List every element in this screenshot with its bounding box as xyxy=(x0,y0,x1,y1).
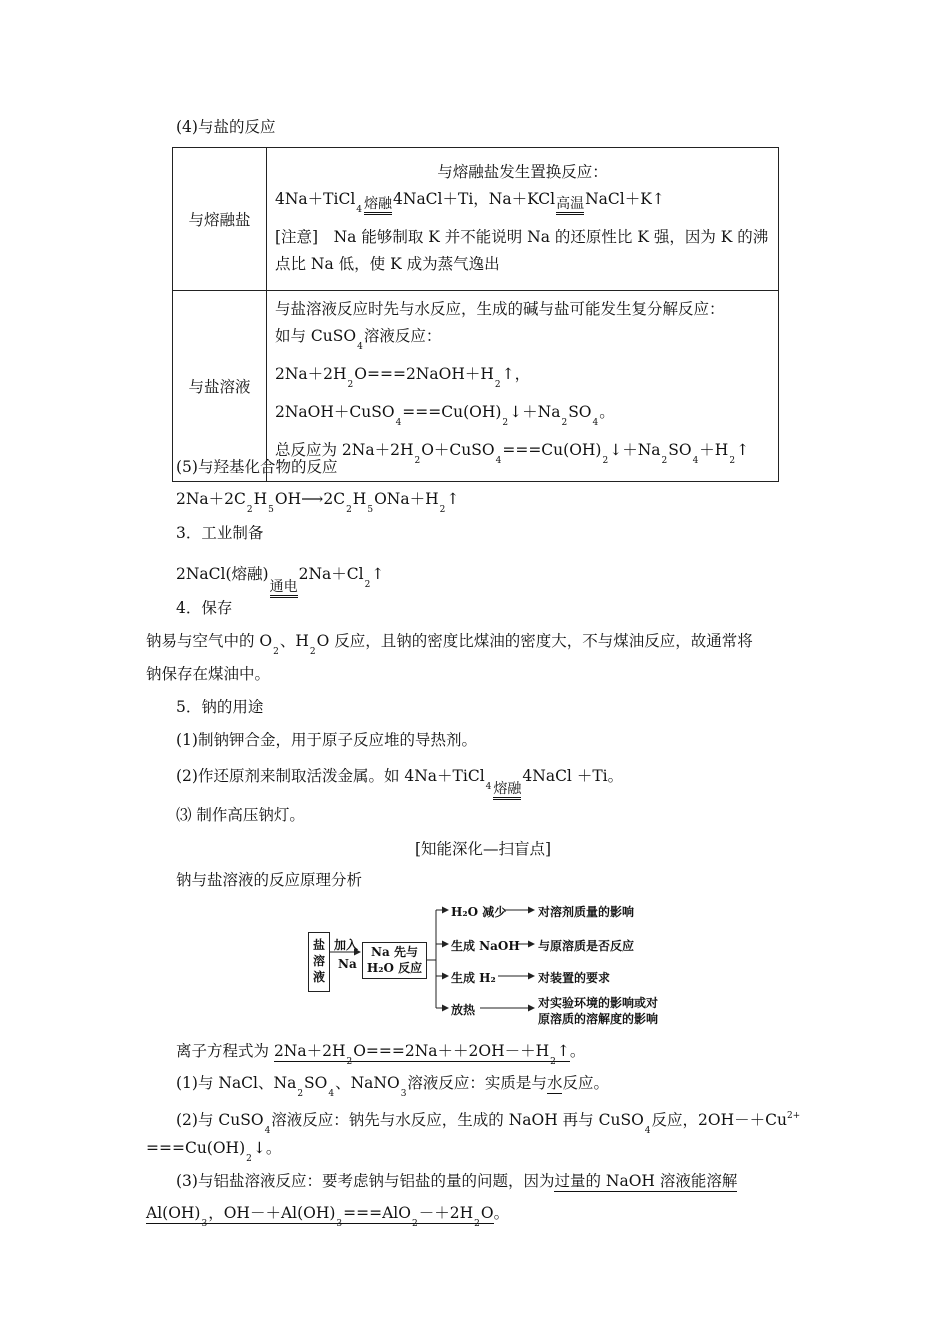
list-item: (3)与铝盐溶液反应：要考虑钠与铝盐的量的问题，因为过量的 NaOH 溶液能溶解 xyxy=(176,1172,738,1190)
equation: 4Na＋TiCl$_4$ 熔融 4NaCl＋Ti，Na＋KCl 高温 NaCl＋K↑ xyxy=(275,190,665,215)
list-item-continued: $Al(OH)_3$，$OH-+Al(OH)_3===AlO_2-+2H_2O$。 xyxy=(146,1204,510,1229)
branch-result: 原溶质的溶解度的影响 xyxy=(538,1012,659,1026)
add-label: 加入 xyxy=(334,938,359,952)
equation: $2Na+2C_2H_5OH⟶2C_2H_5ONa+H_2↑$ xyxy=(176,490,460,515)
na-water-box: Na 先与 H₂O 反应 xyxy=(362,942,427,979)
reaction-table xyxy=(172,147,779,482)
list-item: ⑶ 制作高压钠灯。 xyxy=(176,806,305,824)
list-item: (2)与 CuSO$_4$溶液反应：钠先与水反应，生成的 NaOH 再与 CuSO$_4$反应，$2OH-+Cu^{2+}$ xyxy=(176,1111,801,1136)
reaction-diagram xyxy=(308,898,688,1028)
salt-solution-box: 盐溶液 xyxy=(308,932,330,992)
list-item: (1)与 NaCl、$Na_2SO_4$、NaNO$_3$溶液反应：实质是与水反应。 xyxy=(176,1074,609,1099)
equation: $2NaOH+CuSO_4===Cu(OH)_2↓+Na_2SO_4$。 xyxy=(275,403,615,428)
branch-result: 对实验环境的影响或对 xyxy=(538,996,659,1010)
section-title: 3．工业制备 xyxy=(176,524,264,542)
paragraph-line: 钠易与空气中的 $O_2$、$H_2O$ 反应，且钠的密度比煤油的密度大，不与煤油反应，故通常将 xyxy=(146,632,753,657)
row-content xyxy=(267,291,779,482)
section-title: 4．保存 xyxy=(176,599,233,617)
text-line: 如与 CuSO$_4$溶液反应： xyxy=(275,327,442,352)
equation: 总反应为 $2Na+2H_2O+CuSO_4===Cu(OH)_2↓+Na_2SO_4+H_2↑$ xyxy=(275,441,750,466)
branch-label: 生成 H₂ xyxy=(451,971,496,985)
section-title: 5．钠的用途 xyxy=(176,698,264,716)
section-title: (4)与盐的反应 xyxy=(176,118,276,136)
branch-label: 放热 xyxy=(451,1003,476,1017)
note-line: 点比 Na 低，使 K 成为蒸气逸出 xyxy=(275,255,500,273)
subsection-title: [知能深化—扫盲点] xyxy=(415,840,552,858)
equation: 2NaCl(熔融) 通电 $2Na+Cl_2↑$ xyxy=(176,555,384,604)
branch-result: 对装置的要求 xyxy=(538,971,611,985)
list-item: (1)制钠钾合金，用于原子反应堆的导热剂。 xyxy=(176,731,477,749)
row-content xyxy=(267,148,779,291)
row-label: 与熔融盐 xyxy=(173,148,267,291)
branch-label: 生成 NaOH xyxy=(451,939,520,953)
subsection-title: 钠与盐溶液的反应原理分析 xyxy=(176,871,363,889)
add-na-label: Na xyxy=(338,957,357,971)
row-heading: 与熔融盐发生置换反应： xyxy=(437,163,608,181)
branch-result: 对溶剂质量的影响 xyxy=(538,905,635,919)
ion-equation: 离子方程式为 $2Na+2H_2O===2Na++2OH-+H_2↑$。 xyxy=(176,1042,586,1067)
table-row xyxy=(173,148,779,291)
note-line: [注意] Na 能够制取 K 并不能说明 Na 的还原性比 K 强，因为 K 的沸 xyxy=(275,228,769,246)
text-line: 与盐溶液反应时先与水反应，生成的碱与盐可能发生复分解反应： xyxy=(275,300,725,318)
paragraph-line: 钠保存在煤油中。 xyxy=(146,665,271,683)
table-row xyxy=(173,291,779,482)
equation: $2Na+2H_2O===2NaOH+H_2↑$， xyxy=(275,365,531,390)
list-item-continued: $===Cu(OH)_2↓$。 xyxy=(146,1139,282,1164)
branch-result: 与原溶质是否反应 xyxy=(538,939,635,953)
list-item: (2)作还原剂来制取活泼金属。如 4Na＋TiCl$_4$ 熔融 4NaCl ＋Ti。 xyxy=(176,757,623,806)
branch-label: H₂O 减少 xyxy=(451,905,507,919)
row-label: 与盐溶液 xyxy=(173,291,267,482)
section-title: (5)与羟基化合物的反应 xyxy=(176,458,338,476)
